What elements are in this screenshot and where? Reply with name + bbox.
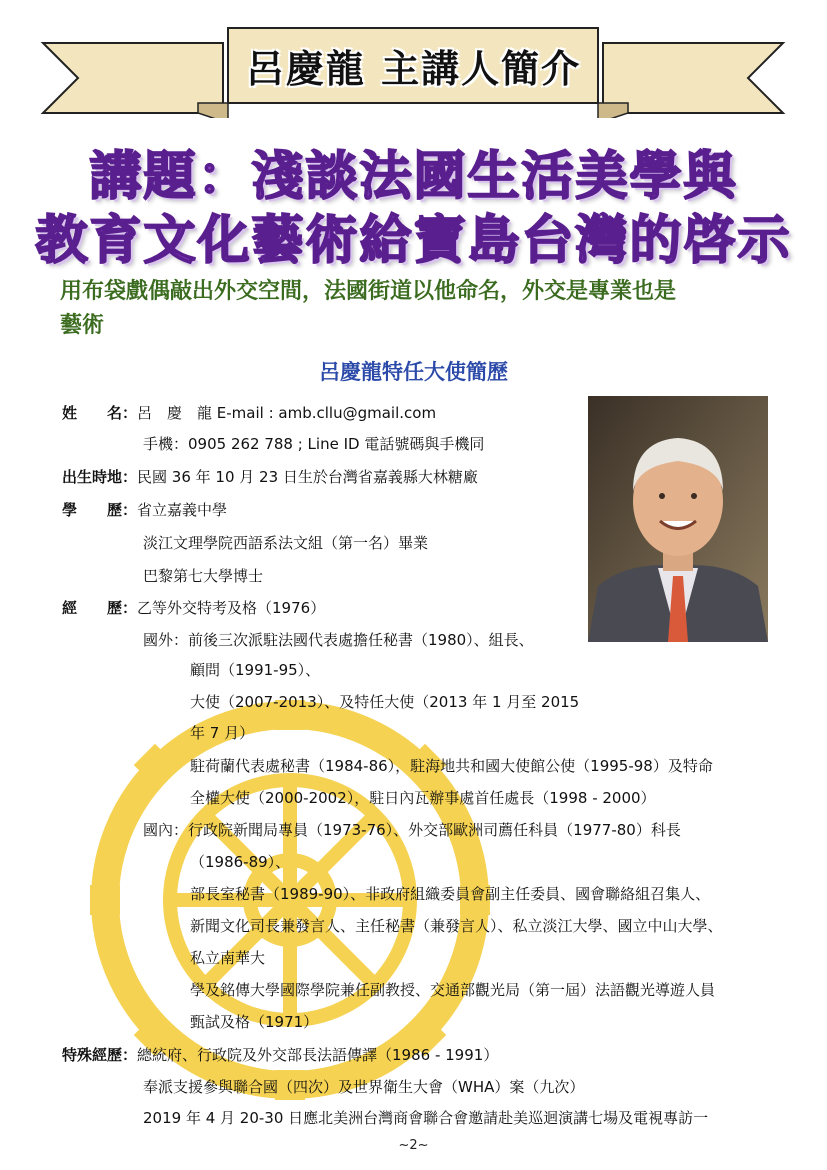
birth-label: 出生時地： [62,468,138,486]
domestic-line: 部長室秘書（1989-90）、非政府組織委員會副主任委員、國會聯絡組召集人、 [190,885,711,903]
special-row [62,1045,498,1065]
domestic-line: 新聞文化司長兼發言人、主任秘書（兼發言人）、私立淡江大學、國立中山大學、 [190,917,723,935]
education-item: 淡江文理學院西語系法文組（第一名）畢業 [143,534,429,552]
birth-value: 民國 36 年 10 月 23 日生於台灣省嘉義縣大林糖廠 [137,468,478,486]
education-row [62,500,227,520]
name-label: 姓 名： [62,404,138,422]
subtitle-line1: 用布袋戲偶敲出外交空間，法國街道以他命名，外交是專業也是 [60,279,677,304]
special-label: 特殊經歷： [62,1046,138,1064]
domestic-line: 學及銘傳大學國際學院兼任副教授、交通部觀光局（第一屆）法語觀光導遊人員 [190,981,716,999]
name-value: 呂 慶 龍 E-mail : amb.cllu@gmail.com [137,404,437,422]
experience-first: 乙等外交特考及格（1976） [137,599,326,617]
name-row [62,403,436,423]
lecture-title-line2: 教育文化藝術給寶島台灣的啓示 [35,211,792,271]
education-item: 省立嘉義中學 [137,501,228,519]
abroad-line: 年 7 月） [190,724,255,742]
experience-row [62,598,325,618]
birth-row [62,467,478,487]
domestic-line: （1986-89）、 [190,853,291,871]
banner-title: 呂慶龍 主講人簡介 [245,47,582,91]
domestic-line: 甄試及格（1971） [190,1013,319,1031]
abroad-line: 國外：前後三次派駐法國代表處擔任秘書（1980）、組長、 [143,631,534,649]
speaker-photo [588,396,768,642]
lecture-title-line1: 講題：淺談法國生活美學與 [89,147,738,207]
education-item: 巴黎第七大學博士 [143,567,264,585]
subtitle-line2: 藝術 [60,313,105,338]
abroad-line: 顧問（1991-95）、 [190,661,321,679]
abroad-line: 駐荷蘭代表處秘書（1984-86），駐海地共和國大使館公使（1995-98）及特命 [190,757,713,775]
section-heading: 呂慶龍特任大使簡歷 [319,360,508,384]
phone-line: 手機：0905 262 788 ; Line ID 電話號碼與手機同 [143,435,485,453]
experience-label: 經 歷： [62,599,138,617]
education-label: 學 歷： [62,501,138,519]
domestic-line: 國內：行政院新聞局專員（1973-76）、外交部歐洲司薦任科員（1977-80）科長 [143,821,681,839]
special-item: 奉派支援參與聯合國（四次）及世界衛生大會（WHA）案（九次） [143,1078,585,1096]
abroad-line: 大使（2007-2013）、及特任大使（2013 年 1 月至 2015 [190,693,580,711]
abroad-line: 全權大使（2000-2002），駐日內瓦辦事處首任處長（1998 - 2000） [190,789,656,807]
page-number: ~2~ [398,1138,429,1153]
special-item: 2019 年 4 月 20-30 日應北美洲台灣商會聯合會邀請赴美巡迴演講七場及電視專訪一 [143,1109,709,1127]
domestic-line: 私立南華大 [190,949,266,967]
special-item: 總統府、行政院及外交部長法語傳譯（1986 - 1991） [137,1046,499,1064]
